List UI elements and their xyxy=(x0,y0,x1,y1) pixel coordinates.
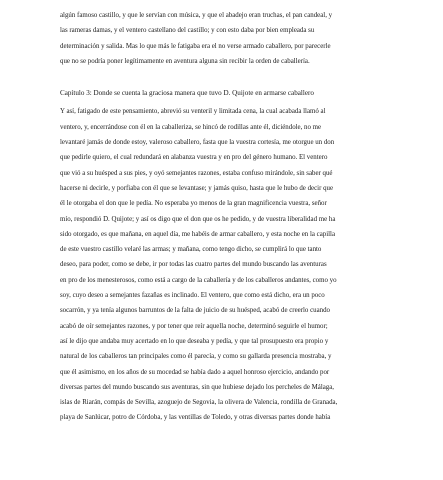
text-line: socarrón, y ya tenía algunos barruntos de la falta de juicio de su huésped, acabó de creerlo cuando xyxy=(60,307,330,315)
text-line: diversas partes del mundo buscando sus aventuras, sin que hubiese dejado los percheles de Málaga, xyxy=(60,383,335,391)
text-line: determinación y salida. Mas lo que más le fatigaba era el no verse armado caballero, por parecerle xyxy=(60,42,331,50)
text-line: él le otorgaba el don que le pedía. No esperaba yo menos de la gran magnificencia vuestra, señor xyxy=(60,200,327,208)
text-line: de este vuestro castillo velaré las armas; y mañana, como tengo dicho, se cumplirá lo que tanto xyxy=(60,246,322,254)
text-line: deseo, para poder, como se debe, ir por todas las cuatro partes del mundo buscando las aventuras xyxy=(60,261,327,269)
text-line: islas de Riarán, compás de Sevilla, azoguejo de Segovia, la olivera de Valencia, rondilla de Granada, xyxy=(60,399,338,407)
text-line: Y así, fatigado de este pensamiento, abrevió su venteril y limitada cena, la cual acabada llamó al xyxy=(60,108,326,116)
text-line: hacerse ni decirle, y porfiaba con él que se levantase; y jamás quiso, hasta que le hubo de decir que xyxy=(60,184,334,192)
text-line: sido otorgado, es que mañana, en aquel día, me habéis de armar caballero, y esta noche en la capilla xyxy=(60,230,336,238)
text-line: natural de los caballeros tan principales como él parecía, y como su gallarda presencia mostraba, y xyxy=(60,353,332,361)
text-line: levantaré jamás de donde estoy, valeroso caballero, fasta que la vuestra cortesía, me otorgue un don xyxy=(60,139,335,147)
text-line: que no se podría poner legítimamente en aventura alguna sin recibir la orden de caballería. xyxy=(60,57,310,65)
text-line: playa de Sanlúcar, potro de Córdoba, y las ventillas de Toledo, y otras diversas partes donde había xyxy=(60,414,331,422)
text-line: en pro de los menesterosos, como está a cargo de la caballería y de los caballeros andantes, como yo xyxy=(60,276,337,284)
spacer xyxy=(60,69,386,86)
text-line: ventero, y, encerrándose con él en la caballeriza, se hincó de rodillas ante él, diciéndole, no me xyxy=(60,123,322,131)
text-line: que pedirle quiero, el cual redundará en alabanza vuestra y en pro del género humano. El ventero xyxy=(60,154,328,162)
text-line: las rameras damas, y el ventero castellano del castillo; y con esto daba por bien empleada su xyxy=(60,27,315,35)
chapter-title: Capítulo 3: Donde se cuenta la graciosa manera que tuvo D. Quijote en armarse caballero xyxy=(60,89,314,98)
text-line: así le dijo que andaba muy acertado en lo que deseaba y pedía, y que tal prosupuesto era propio y xyxy=(60,337,329,345)
text-line: acabó de oír semejantes razones, y por tener que reír aquella noche, determinó seguirle el humor; xyxy=(60,322,328,330)
document-page xyxy=(60,8,386,426)
text-line: soy, cuyo deseo a semejantes fazañas es inclinado. El ventero, que como está dicho, era un poco xyxy=(60,292,325,300)
text-line: algún famoso castillo, y que le servían con música, y que el abadejo eran truchas, el pan candeal, y xyxy=(60,12,333,19)
text-line: que vió a su huésped a sus pies, y oyó semejantes razones, estaba confuso mirándole, sin saber qué xyxy=(60,169,333,177)
text-line: mío, respondió D. Quijote; y así os digo que el don que os he pedido, y de vuestra liberalidad me ha xyxy=(60,215,336,223)
paragraph-body xyxy=(60,104,386,425)
text-line: que él asimismo, en los años de su mocedad se había dado a aquel honroso ejercicio, andando por xyxy=(60,368,330,376)
paragraph-intro xyxy=(60,8,386,69)
